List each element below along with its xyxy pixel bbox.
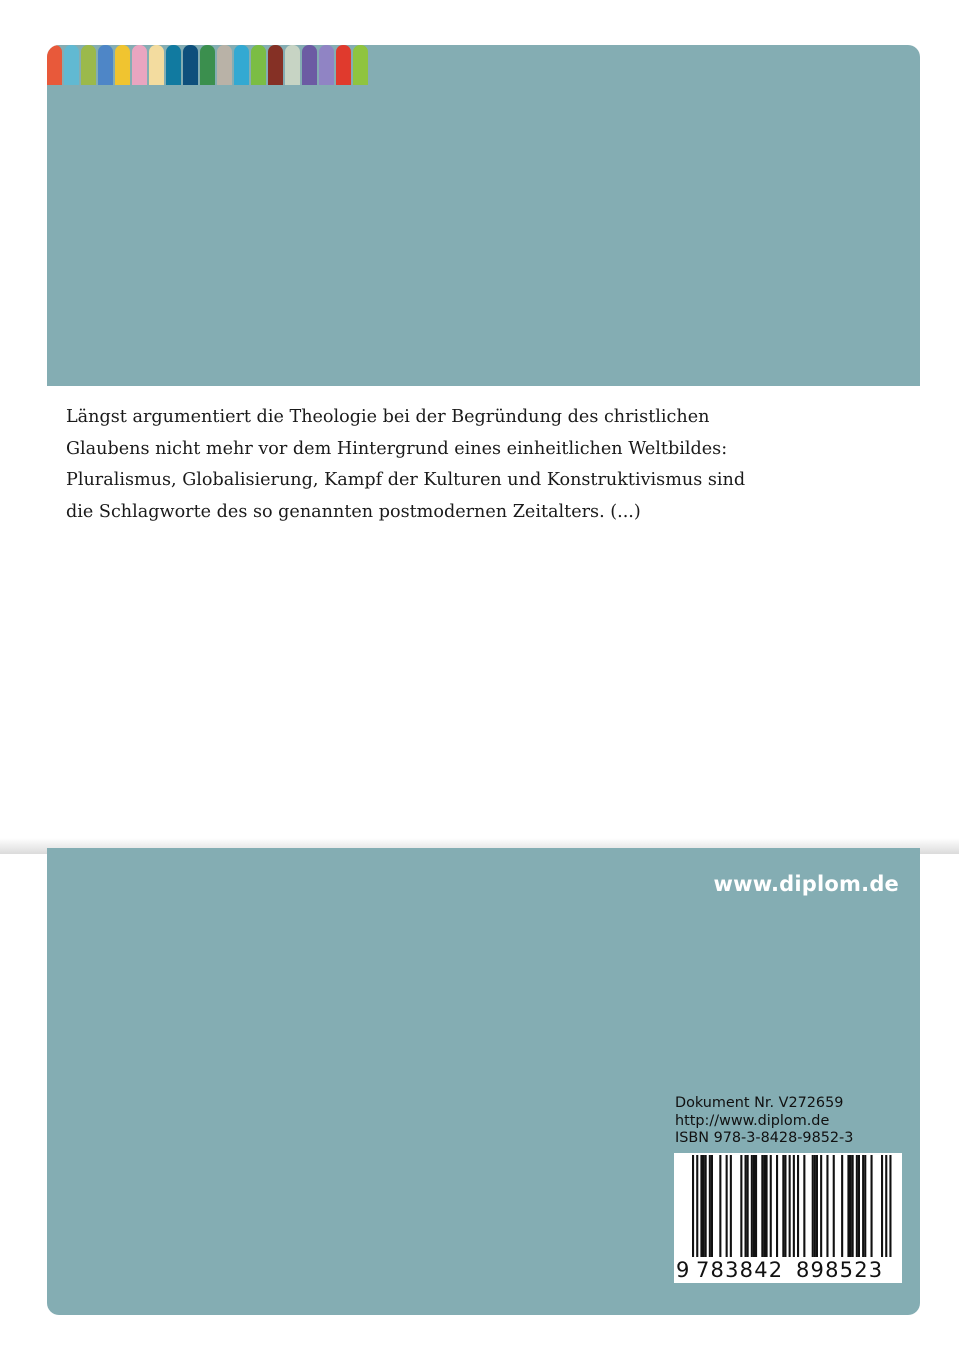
barcode-bar [820,1155,822,1257]
barcode-bar [797,1155,799,1257]
barcode-bar [770,1155,772,1257]
color-tab [183,45,198,85]
barcode-bar [755,1155,757,1257]
color-tab [149,45,164,85]
barcode-bar [782,1155,784,1257]
color-tab [115,45,130,85]
barcode-bar [761,1155,763,1257]
barcode-bar [885,1155,887,1273]
barcode-digits-left: 783842 [696,1258,784,1282]
barcode-bar [793,1155,795,1273]
top-cover-panel [47,45,920,386]
isbn-text: ISBN 978-3-8428-9852-3 [675,1130,854,1146]
barcode-bar [705,1155,707,1257]
document-info [675,1095,853,1148]
color-tab [64,45,79,85]
barcode-bar [889,1155,891,1273]
barcode-bar [726,1155,728,1257]
barcode-bar [719,1155,721,1257]
barcode-bar [803,1155,805,1257]
color-tab [132,45,147,85]
barcode-bar [852,1155,854,1257]
barcode-bar [763,1155,765,1257]
barcode-bar [692,1155,694,1273]
barcode-bar [766,1155,768,1257]
color-tab [81,45,96,85]
color-tab [319,45,334,85]
barcode-bar [740,1155,742,1257]
barcode-bar [856,1155,858,1257]
barcode-bar [858,1155,860,1257]
bottom-cover-panel [47,848,920,1315]
barcode-bar [850,1155,852,1257]
color-tab [47,45,62,85]
barcode-bar [814,1155,816,1257]
barcode-bar [730,1155,732,1257]
color-tab [234,45,249,85]
blurb-line: Längst argumentiert die Theologie bei der Begründung des christlichen [66,407,710,427]
color-tab [200,45,215,85]
barcode-bar [776,1155,778,1257]
barcode-bar [871,1155,873,1257]
document-url[interactable]: http://www.diplom.de [675,1112,830,1129]
color-tab [98,45,113,85]
blurb-line: die Schlagworte des so genannten postmodernen Zeitalters. (...) [66,501,641,522]
barcode-bar [833,1155,835,1257]
barcode-bar [747,1155,749,1257]
color-tab [268,45,283,85]
barcode-bar [753,1155,755,1257]
blurb-line: Glaubens nicht mehr vor dem Hintergrund eines einheitlichen Weltbildes: [66,438,728,459]
barcode-bar [700,1155,702,1257]
color-tab [251,45,266,85]
barcode-bar [864,1155,866,1257]
color-tab [285,45,300,85]
barcode-bar [696,1155,698,1273]
barcode-bar [847,1155,849,1257]
publisher-url[interactable]: www.diplom.de [713,872,899,896]
barcode-bar [816,1155,818,1257]
isbn-barcode [674,1153,902,1283]
barcode-bar [881,1155,883,1257]
barcode-digit-first: 9 [676,1258,691,1282]
book-blurb [66,402,786,528]
barcode-bar [751,1155,753,1257]
barcode-bar [812,1155,814,1257]
barcode-bar [709,1155,711,1257]
barcode-bar [703,1155,705,1257]
color-tab [217,45,232,85]
color-tab [353,45,368,85]
barcode-bar [711,1155,713,1257]
color-tab [302,45,317,85]
color-tab [336,45,351,85]
document-number: Dokument Nr. V272659 [675,1095,844,1111]
barcode-digits [674,1257,902,1283]
barcode-bar [745,1155,747,1257]
barcode-digits-right: 898523 [796,1258,884,1282]
barcode-bar [784,1155,786,1257]
barcode-bar [841,1155,843,1257]
color-tab [166,45,181,85]
barcode-bar [862,1155,864,1257]
barcode-bar [826,1155,828,1257]
blurb-line: Pluralismus, Globalisierung, Kampf der Kulturen und Konstruktivismus sind [66,470,746,491]
color-tab-strip [47,45,370,85]
barcode-bar [789,1155,791,1273]
